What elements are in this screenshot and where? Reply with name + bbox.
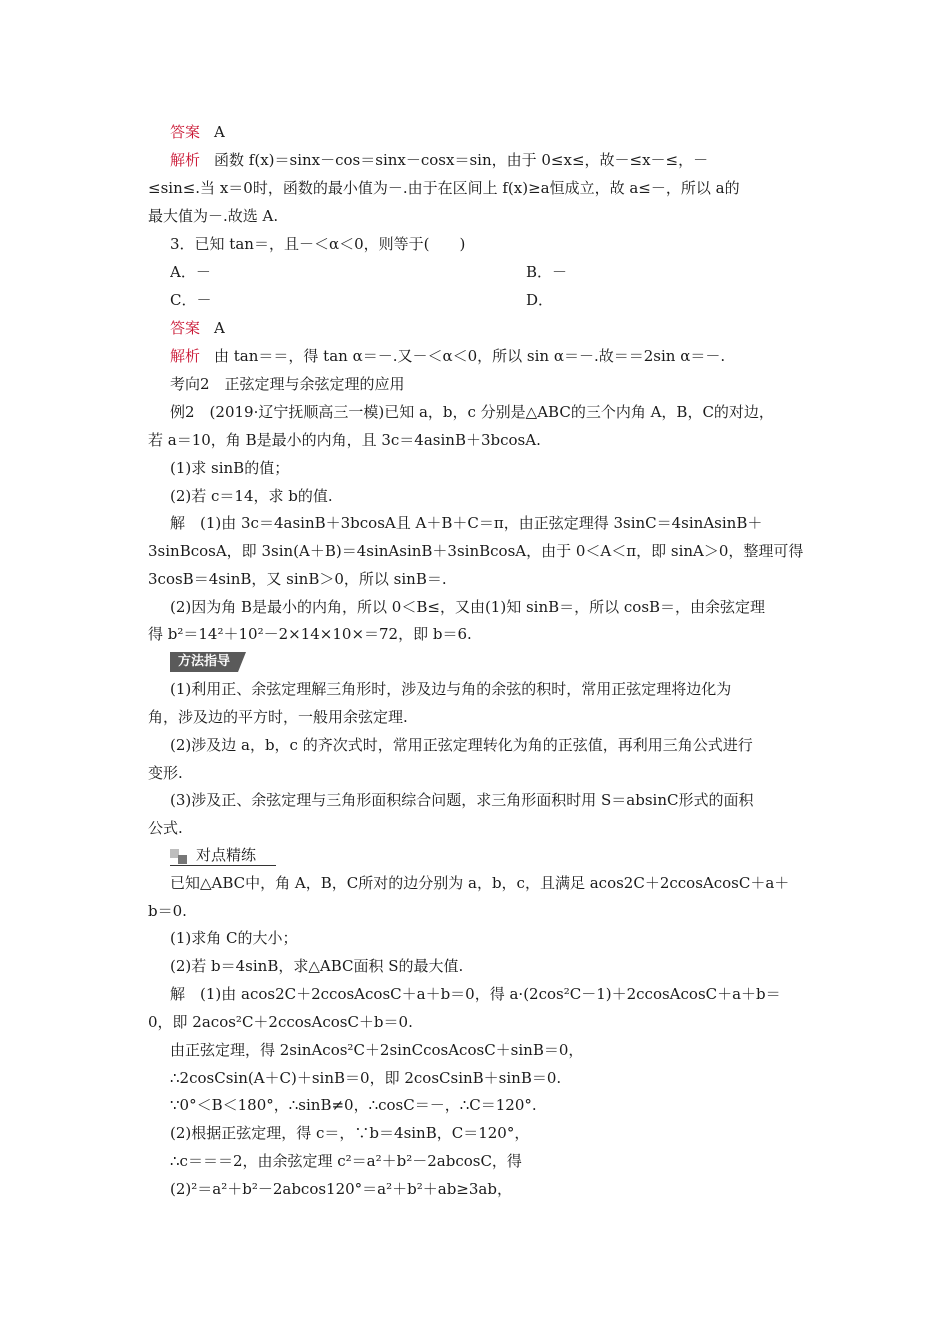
answer-label: 答案 bbox=[170, 123, 201, 141]
practice-solution-line-5: ∵0°＜B＜180°，∴sinB≠0，∴cosC＝－，∴C＝120°. bbox=[170, 1096, 537, 1114]
practice-solution-line-6: (2)根据正弦定理，得 c＝，∵b＝4sinB，C＝120°， bbox=[170, 1124, 530, 1142]
practice-solution-line-2: 0，即 2acos²C＋2ccosAcosC＋b＝0. bbox=[148, 1013, 413, 1031]
method-guide-badge: 方法指导 bbox=[170, 652, 238, 672]
practice-solution-line-1: 解 (1)由 acos2C＋2ccosAcosC＋a＋b＝0，得 a·(2cos²C－1)＋2ccosAcosC＋a＋b＝ bbox=[170, 985, 781, 1003]
practice-question-2: (2)若 b＝4sinB，求△ABC面积 S的最大值. bbox=[170, 957, 464, 975]
question-3-options-cd bbox=[170, 290, 828, 310]
analysis-line-1 bbox=[170, 150, 828, 170]
analysis-line-3: 最大值为－.故选 A. bbox=[148, 207, 279, 225]
option-d: D． bbox=[526, 291, 554, 309]
method-point-3a: (3)涉及正、余弦定理与三角形面积综合问题，求三角形面积时用 S＝absinC形式的面积 bbox=[170, 791, 754, 809]
answer-line-1 bbox=[170, 122, 828, 142]
analysis-text: 函数 f(x)＝sinx－cos＝sinx－cosx＝sin，由于 0≤x≤，故－≤x－≤，－ bbox=[214, 151, 709, 169]
example-2-line-1: 例2 (2019·辽宁抚顺高三一模)已知 a，b，c 分别是△ABC的三个内角 A，B，C的对边， bbox=[170, 403, 774, 421]
question-3-options-ab bbox=[170, 262, 828, 282]
example-2-line-2: 若 a＝10，角 B是最小的内角，且 3c＝4asinB＋3bcosA. bbox=[148, 431, 541, 449]
practice-solution-line-8: (2)²＝a²＋b²－2abcos120°＝a²＋b²＋ab≥3ab， bbox=[170, 1180, 512, 1198]
practice-line-2: b＝0. bbox=[148, 902, 187, 920]
practice-solution-line-7: ∴c＝＝＝2，由余弦定理 c²＝a²＋b²－2abcosC，得 bbox=[170, 1152, 522, 1170]
answer-value: A bbox=[214, 319, 225, 337]
option-c: C．－ bbox=[170, 291, 212, 309]
analysis-label: 解析 bbox=[170, 151, 201, 169]
answer-value: A bbox=[214, 123, 225, 141]
answer-line-3 bbox=[170, 318, 828, 338]
method-point-1b: 角，涉及边的平方时，一般用余弦定理. bbox=[148, 708, 408, 726]
solution-line-4: (2)因为角 B是最小的内角，所以 0＜B≤，又由(1)知 sinB＝，所以 cosB＝，由余弦定理 bbox=[170, 598, 766, 616]
practice-solution-line-3: 由正弦定理，得 2sinAcos²C＋2sinCcosAcosC＋sinB＝0， bbox=[170, 1041, 584, 1059]
method-point-1a: (1)利用正、余弦定理解三角形时，涉及边与角的余弦的积时，常用正弦定理将边化为 bbox=[170, 680, 732, 698]
solution-line-5: 得 b²＝14²＋10²－2×14×10×＝72，即 b＝6. bbox=[148, 625, 472, 643]
analysis-line-q3 bbox=[170, 346, 828, 366]
analysis-label: 解析 bbox=[170, 347, 201, 365]
example-2-question-1: (1)求 sinB的值； bbox=[170, 459, 290, 477]
answer-label: 答案 bbox=[170, 319, 201, 337]
practice-heading bbox=[170, 845, 276, 866]
example-2-question-2: (2)若 c＝14，求 b的值. bbox=[170, 487, 333, 505]
solution-line-3: 3cosB＝4sinB，又 sinB＞0，所以 sinB＝. bbox=[148, 570, 447, 588]
method-point-3b: 公式. bbox=[148, 819, 183, 837]
section-heading: 考向2 正弦定理与余弦定理的应用 bbox=[170, 375, 405, 393]
option-b: B．－ bbox=[526, 263, 568, 281]
solution-line-1: 解 (1)由 3c＝4asinB＋3bcosA且 A＋B＋C＝π，由正弦定理得 3sinC＝4sinAsinB＋ bbox=[170, 514, 763, 532]
question-3-stem: 3．已知 tan＝，且－＜α＜0，则等于( ) bbox=[170, 235, 466, 253]
method-point-2a: (2)涉及边 a，b，c 的齐次式时，常用正弦定理转化为角的正弦值，再利用三角公式进行 bbox=[170, 736, 753, 754]
option-a: A．－ bbox=[170, 263, 211, 281]
method-point-2b: 变形. bbox=[148, 764, 183, 782]
practice-question-1: (1)求角 C的大小； bbox=[170, 929, 298, 947]
practice-line-1: 已知△ABC中，角 A，B，C所对的边分别为 a，b，c，且满足 acos2C＋2ccosAcosC＋a＋ bbox=[170, 874, 790, 892]
analysis-line-2: ≤sin≤.当 x＝0时，函数的最小值为－.由于在区间上 f(x)≥a恒成立，故 a≤－，所以 a的 bbox=[148, 179, 740, 197]
practice-solution-line-4: ∴2cosCsin(A＋C)＋sinB＝0，即 2cosCsinB＋sinB＝0. bbox=[170, 1069, 562, 1087]
solution-line-2: 3sinBcosA，即 3sin(A＋B)＝4sinAsinB＋3sinBcosA，由于 0＜A＜π，即 sinA＞0，整理可得 bbox=[148, 542, 804, 560]
practice-title: 对点精练 bbox=[196, 846, 257, 864]
analysis-text: 由 tan＝＝，得 tan α＝－.又－＜α＜0，所以 sin α＝－.故＝＝2sin α＝－. bbox=[214, 347, 726, 365]
square-icon bbox=[178, 855, 187, 864]
